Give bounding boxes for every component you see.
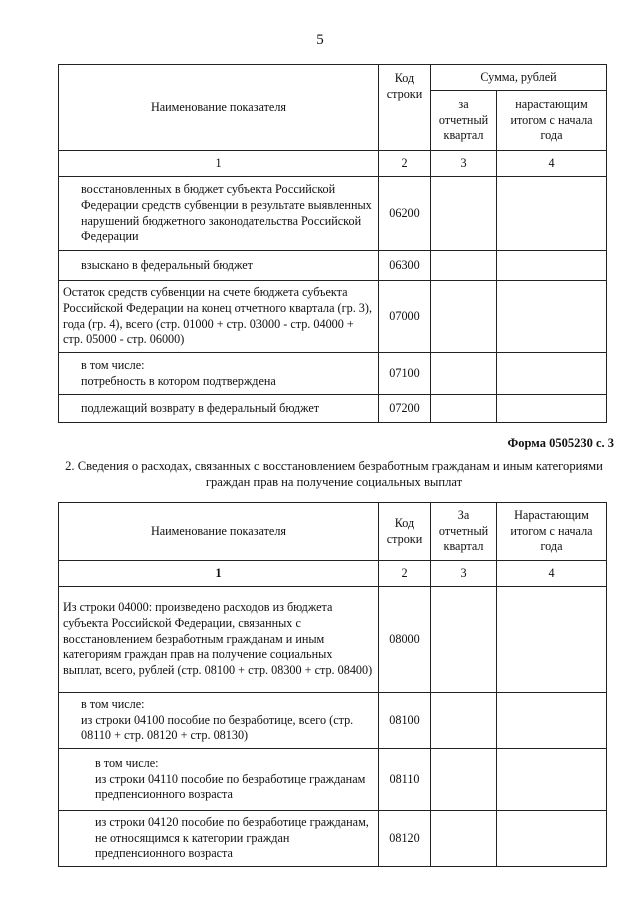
value-quarter [431, 693, 497, 749]
value-quarter [431, 281, 497, 353]
row-code: 08110 [379, 749, 431, 811]
value-ytd [497, 281, 607, 353]
row-name-line: потребность в котором подтверждена [81, 373, 276, 388]
row-name-line: из строки 04110 пособие по безработице гражданам предпенсионного возраста [95, 771, 366, 802]
col-number: 3 [431, 561, 497, 587]
header-name: Наименование показателя [59, 503, 379, 561]
row-name: подлежащий возврату в федеральный бюджет [59, 395, 379, 423]
col-number: 4 [497, 561, 607, 587]
row-name: восстановленных в бюджет субъекта Российской Федерации средств субвенции в результате выявленных нарушений бюджетного законодательства Российской Федерации [59, 177, 379, 251]
table-row [59, 353, 607, 395]
row-name-line: в том числе: [81, 697, 145, 712]
header-ytd: нарастающим итогом с начала года [497, 91, 607, 151]
value-ytd [497, 811, 607, 867]
row-name: Из строки 04000: произведено расходов из бюджета субъекта Российской Федерации, связанных с восстановлением безработным гражданам и иным категориям граждан прав на получение социальных выплат, всего, рублей (стр. 08100 + стр. 08300 + стр. 08400) [59, 587, 379, 693]
table-row [59, 811, 607, 867]
table-row [59, 281, 607, 353]
row-name [59, 749, 379, 811]
row-name: из строки 04120 пособие по безработице гражданам, не относящимся к категории граждан предпенсионного возраста [59, 811, 379, 867]
row-code: 07200 [379, 395, 431, 423]
row-code: 08000 [379, 587, 431, 693]
value-quarter [431, 587, 497, 693]
page-number: 5 [316, 32, 324, 48]
table-row [59, 693, 607, 749]
row-code: 07100 [379, 353, 431, 395]
value-ytd [497, 353, 607, 395]
value-quarter [431, 251, 497, 281]
header-quarter: За отчетный квартал [431, 503, 497, 561]
value-ytd [497, 749, 607, 811]
col-number: 2 [379, 151, 431, 177]
row-name-line: в том числе: [81, 357, 145, 372]
col-number: 3 [431, 151, 497, 177]
col-number: 2 [379, 561, 431, 587]
row-code: 08100 [379, 693, 431, 749]
col-number: 4 [497, 151, 607, 177]
header-code: Код строки [379, 503, 431, 561]
row-name-line: из строки 04100 пособие по безработице, всего (стр. 08110 + стр. 08120 + стр. 08130) [81, 712, 354, 743]
header-sum: Сумма, рублей [431, 65, 607, 91]
col-number: 1 [59, 561, 379, 587]
row-name [59, 693, 379, 749]
value-quarter [431, 353, 497, 395]
form-label: Форма 0505230 с. 3 [507, 436, 614, 450]
header-code: Код строки [379, 65, 431, 151]
row-name-line: в том числе: [95, 756, 159, 771]
table-row [59, 251, 607, 281]
value-ytd [497, 693, 607, 749]
table-row [59, 395, 607, 423]
value-quarter [431, 177, 497, 251]
value-ytd [497, 251, 607, 281]
table-1 [58, 64, 607, 423]
value-ytd [497, 395, 607, 423]
value-ytd [497, 587, 607, 693]
row-code: 06200 [379, 177, 431, 251]
header-quarter: за отчетный квартал [431, 91, 497, 151]
value-quarter [431, 395, 497, 423]
section-title: 2. Сведения о расходах, связанных с восстановлением безработным гражданам и иным категориями граждан прав на получение социальных выплат [65, 459, 603, 490]
value-quarter [431, 749, 497, 811]
row-name [59, 353, 379, 395]
table-row [59, 177, 607, 251]
value-ytd [497, 177, 607, 251]
row-code: 06300 [379, 251, 431, 281]
value-quarter [431, 811, 497, 867]
header-ytd: Нарастающим итогом с начала года [497, 503, 607, 561]
col-number: 1 [59, 151, 379, 177]
row-code: 07000 [379, 281, 431, 353]
row-name: взыскано в федеральный бюджет [59, 251, 379, 281]
table-row [59, 587, 607, 693]
row-code: 08120 [379, 811, 431, 867]
header-name: Наименование показателя [59, 65, 379, 151]
row-name: Остаток средств субвенции на счете бюджета субъекта Российской Федерации на конец отчетного квартала (гр. 3), года (гр. 4), всего (стр. 01000 + стр. 03000 - стр. 04000 + стр. 05000 - стр. 06000) [59, 281, 379, 353]
table-row [59, 749, 607, 811]
table-2 [58, 502, 607, 867]
